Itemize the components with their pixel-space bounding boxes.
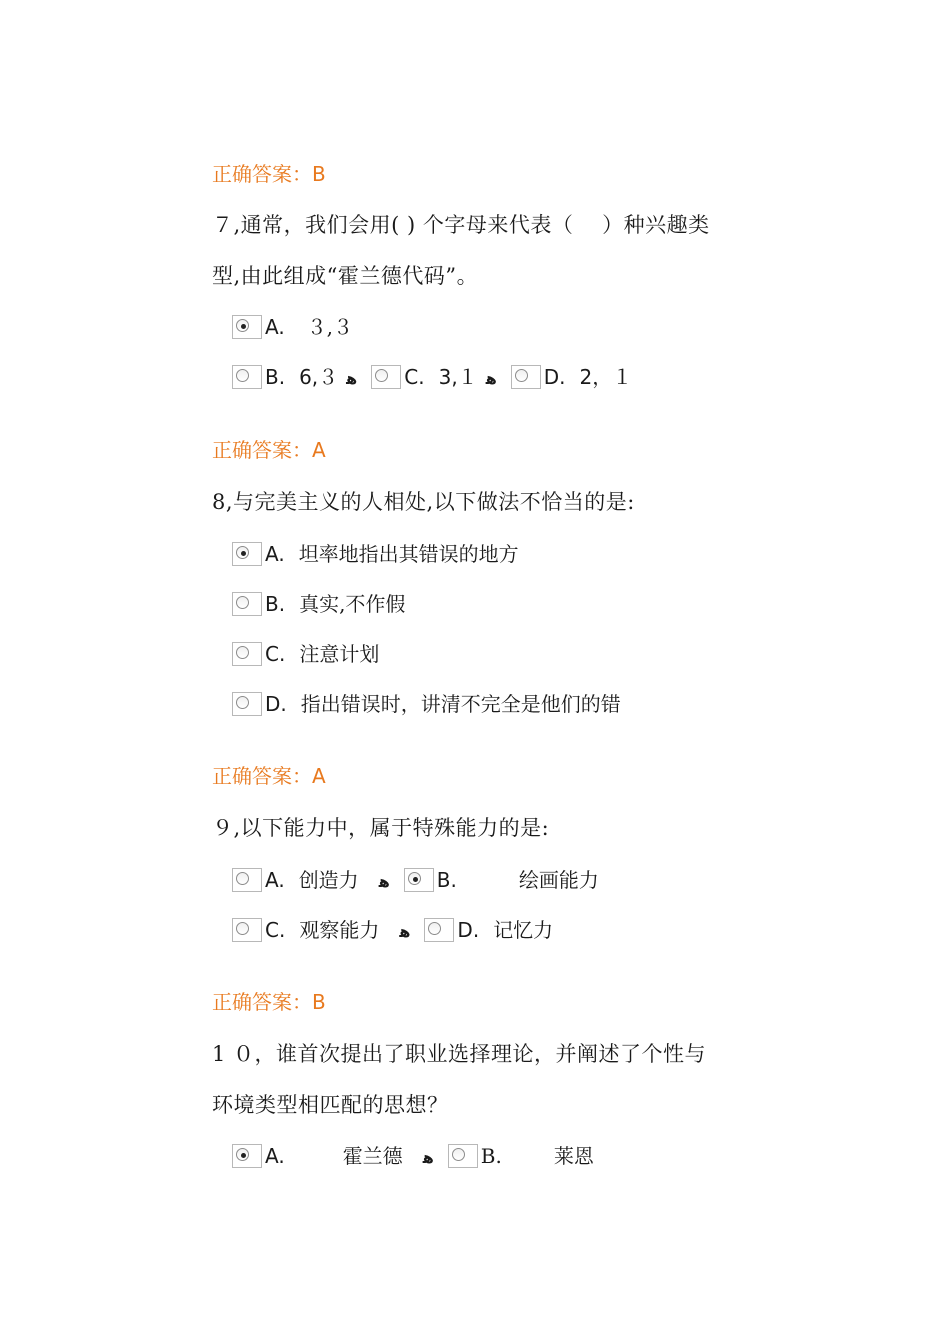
option-label: C. — [265, 918, 286, 942]
radio-unchecked-icon[interactable] — [232, 692, 262, 716]
q9-option-b[interactable] — [404, 866, 599, 894]
option-label: A. — [265, 542, 285, 566]
option-label: D. — [457, 918, 480, 942]
radio-unchecked-icon[interactable] — [448, 1144, 478, 1168]
option-text: 创造力 — [298, 868, 359, 892]
q8-option-b[interactable] — [232, 590, 405, 618]
question-7-text-line2: 型,由此组成“霍兰德代码”。 — [212, 264, 479, 288]
separator-glyph: ﻫ — [399, 922, 411, 941]
q8-option-d[interactable] — [232, 690, 621, 718]
q10-option-a[interactable] — [232, 1142, 403, 1170]
q9-option-d[interactable] — [424, 916, 553, 944]
option-label: C. — [265, 642, 286, 666]
radio-checked-icon[interactable] — [232, 542, 262, 566]
q7-options-row-bcd — [232, 363, 632, 391]
option-text: ３,３ — [306, 315, 354, 339]
option-label: A. — [265, 868, 285, 892]
q9-option-c[interactable] — [232, 916, 379, 944]
option-text: 莱恩 — [553, 1144, 594, 1168]
separator-glyph: ﻫ — [485, 369, 497, 388]
question-9-text: ９,以下能力中，属于特殊能力的是: — [212, 816, 550, 840]
option-label: D. — [543, 365, 566, 389]
correct-answer-q8: 正确答案：A — [212, 764, 326, 788]
question-8-text: 8,与完美主义的人相处,以下做法不恰当的是: — [212, 490, 635, 514]
option-text: 指出错误时，讲清不完全是他们的错 — [300, 692, 621, 716]
q7-option-d[interactable] — [511, 363, 633, 391]
radio-unchecked-icon[interactable] — [232, 868, 262, 892]
option-text: 6,３ — [299, 365, 339, 389]
q10-option-b[interactable] — [448, 1142, 594, 1170]
option-label: C. — [404, 365, 425, 389]
question-10-text-line2: 环境类型相匹配的思想？ — [212, 1093, 449, 1117]
q9-options-row-cd — [232, 916, 553, 944]
radio-unchecked-icon[interactable] — [232, 592, 262, 616]
option-text: 3,１ — [438, 365, 478, 389]
q7-option-a[interactable] — [232, 313, 353, 341]
q9-options-row-ab — [232, 866, 599, 894]
option-text: 坦率地指出其错误的地方 — [298, 542, 519, 566]
option-text: 2，１ — [579, 365, 633, 389]
option-label: D. — [265, 692, 287, 716]
option-text: 观察能力 — [299, 918, 380, 942]
radio-unchecked-icon[interactable] — [232, 642, 262, 666]
separator-glyph: ﻫ — [346, 369, 358, 388]
correct-answer-q9: 正确答案：B — [212, 990, 326, 1014]
q7-option-b[interactable] — [232, 363, 338, 391]
separator-glyph: ﻫ — [422, 1148, 434, 1167]
option-text: 霍兰德 — [342, 1144, 403, 1168]
radio-unchecked-icon[interactable] — [511, 365, 541, 389]
radio-unchecked-icon[interactable] — [232, 918, 262, 942]
separator-glyph: ﻫ — [378, 872, 390, 891]
radio-checked-icon[interactable] — [232, 1144, 262, 1168]
q10-options-row-ab — [232, 1142, 594, 1170]
question-10-text-line1: 1 ０，谁首次提出了职业选择理论，并阐述了个性与 — [212, 1042, 707, 1066]
radio-checked-icon[interactable] — [404, 868, 434, 892]
q9-option-a[interactable] — [232, 866, 359, 894]
option-text: 记忆力 — [493, 918, 554, 942]
q8-option-a[interactable] — [232, 540, 519, 568]
option-label: B. — [480, 1144, 502, 1168]
correct-answer-q6: 正确答案：B — [212, 162, 326, 186]
question-7-text-line1: ７,通常，我们会用( ) 个字母来代表（ ）种兴趣类 — [212, 213, 710, 237]
radio-unchecked-icon[interactable] — [424, 918, 454, 942]
option-text: 真实,不作假 — [299, 592, 406, 616]
option-label: B. — [436, 868, 457, 892]
option-label: A. — [265, 1144, 285, 1168]
option-label: B. — [265, 592, 286, 616]
option-text: 绘画能力 — [518, 868, 599, 892]
option-label: A. — [265, 315, 285, 339]
q8-option-c[interactable] — [232, 640, 379, 668]
radio-unchecked-icon[interactable] — [232, 365, 262, 389]
radio-unchecked-icon[interactable] — [371, 365, 401, 389]
option-text: 注意计划 — [299, 642, 380, 666]
correct-answer-q7: 正确答案：A — [212, 438, 326, 462]
q7-option-c[interactable] — [371, 363, 477, 391]
radio-checked-icon[interactable] — [232, 315, 262, 339]
option-label: B. — [265, 365, 286, 389]
